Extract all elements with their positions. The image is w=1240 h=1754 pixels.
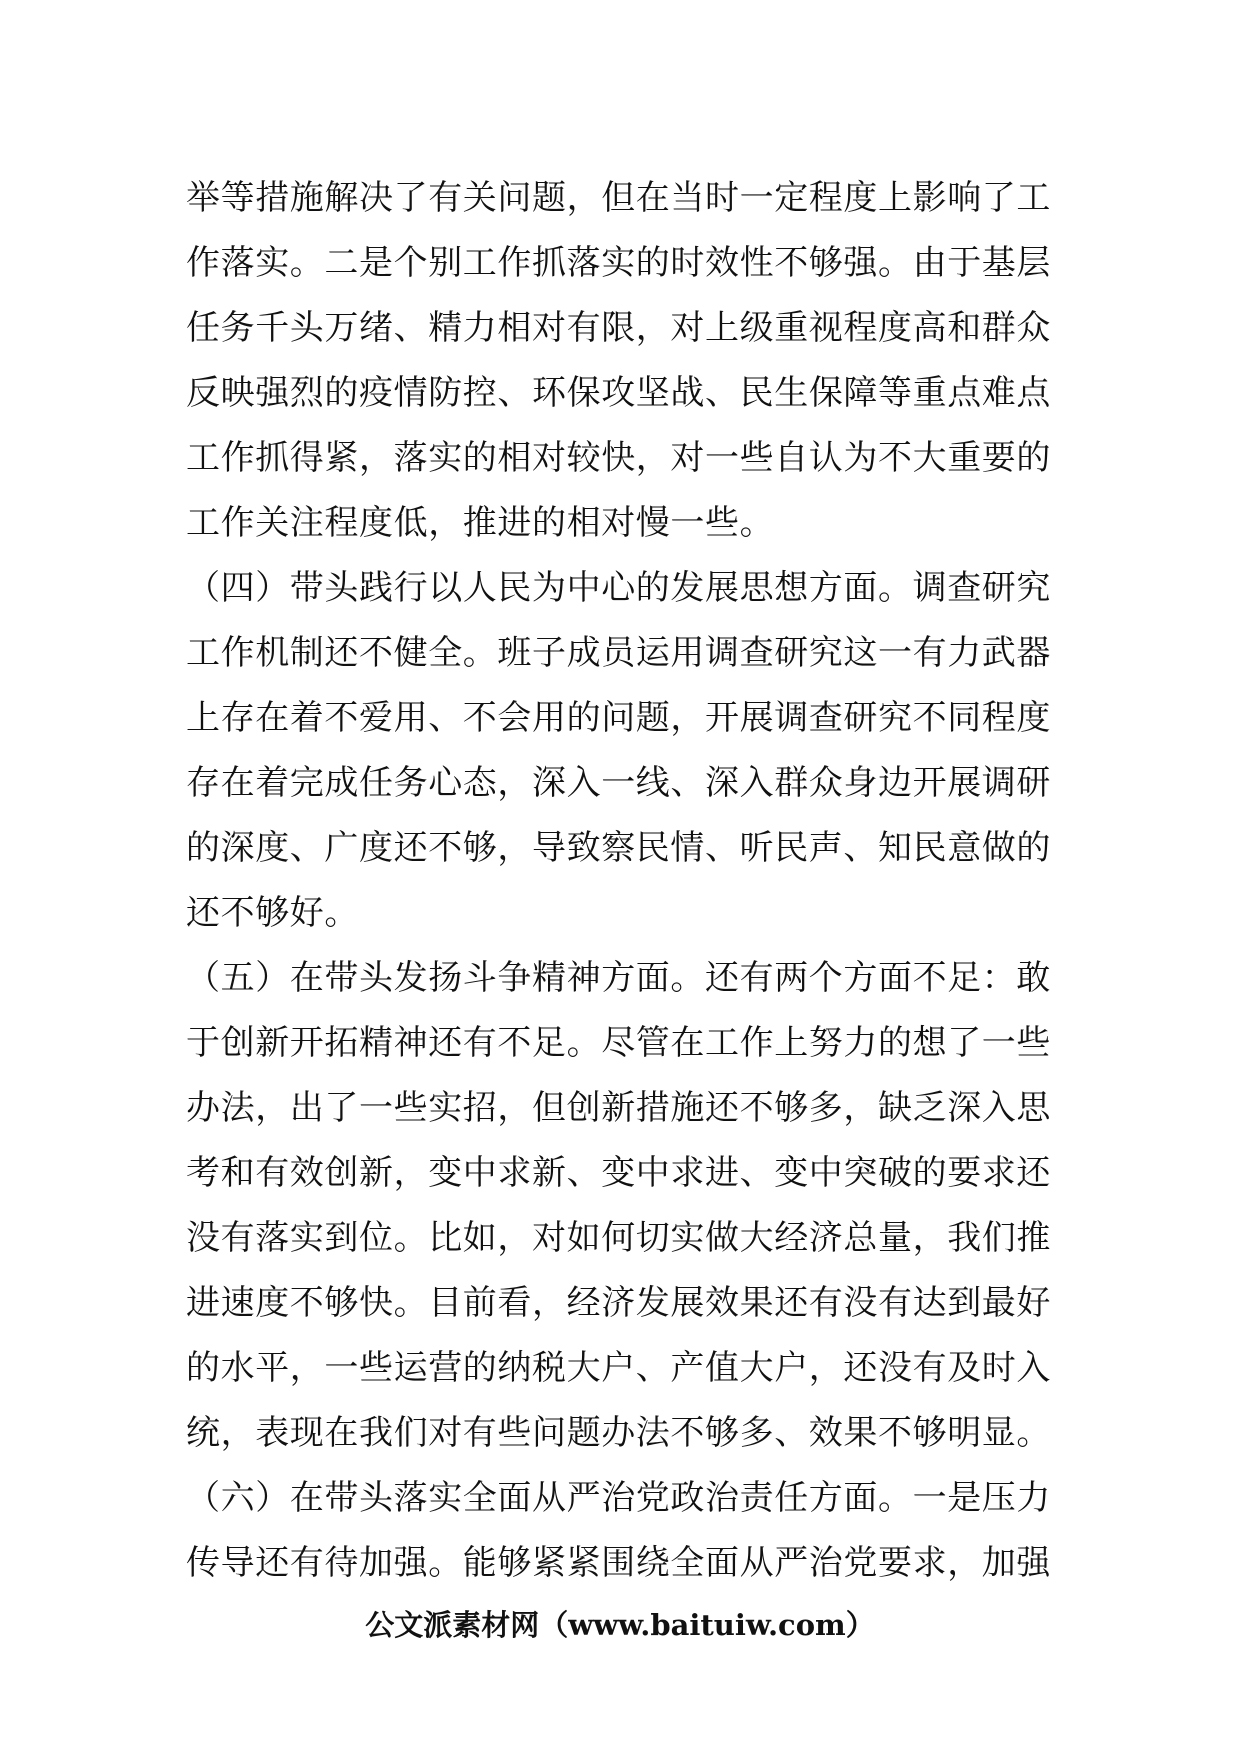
text-line: （四）带头践行以人民为中心的发展思想方面。调查研究 bbox=[186, 568, 1051, 608]
text-line: 任务千头万绪、精力相对有限，对上级重视程度高和群众 bbox=[186, 308, 1051, 348]
text-line: 的深度、广度还不够，导致察民情、听民声、知民意做的 bbox=[186, 828, 1051, 868]
text-line: 举等措施解决了有关问题，但在当时一定程度上影响了工 bbox=[186, 178, 1051, 218]
text-line: 的水平，一些运营的纳税大户、产值大户，还没有及时入 bbox=[186, 1348, 1051, 1388]
text-line: 作落实。二是个别工作抓落实的时效性不够强。由于基层 bbox=[186, 243, 1051, 283]
text-line: 传导还有待加强。能够紧紧围绕全面从严治党要求，加强 bbox=[186, 1543, 1051, 1583]
text-line: 工作机制还不健全。班子成员运用调查研究这一有力武器 bbox=[186, 633, 1051, 673]
text-line: 反映强烈的疫情防控、环保攻坚战、民生保障等重点难点 bbox=[186, 373, 1051, 413]
text-line: 统，表现在我们对有些问题办法不够多、效果不够明显。 bbox=[186, 1413, 1051, 1453]
text-line: 没有落实到位。比如，对如何切实做大经济总量，我们推 bbox=[186, 1218, 1051, 1258]
document-body bbox=[186, 166, 1056, 1596]
footer-watermark: 公文派素材网（www.baituiw.com） bbox=[365, 1608, 875, 1642]
text-line: 进速度不够快。目前看，经济发展效果还有没有达到最好 bbox=[186, 1283, 1051, 1323]
text-line: 工作关注程度低，推进的相对慢一些。 bbox=[186, 503, 775, 543]
text-line: 上存在着不爱用、不会用的问题，开展调查研究不同程度 bbox=[186, 698, 1051, 738]
text-line: 工作抓得紧，落实的相对较快，对一些自认为不大重要的 bbox=[186, 438, 1051, 478]
text-line: 还不够好。 bbox=[186, 893, 359, 933]
text-line: 存在着完成任务心态，深入一线、深入群众身边开展调研 bbox=[186, 763, 1051, 803]
text-line: 考和有效创新，变中求新、变中求进、变中突破的要求还 bbox=[186, 1153, 1051, 1193]
text-line: 办法，出了一些实招，但创新措施还不够多，缺乏深入思 bbox=[186, 1088, 1051, 1128]
text-line: （六）在带头落实全面从严治党政治责任方面。一是压力 bbox=[186, 1478, 1051, 1518]
text-line: （五）在带头发扬斗争精神方面。还有两个方面不足：敢 bbox=[186, 958, 1051, 998]
text-line: 于创新开拓精神还有不足。尽管在工作上努力的想了一些 bbox=[186, 1023, 1051, 1063]
